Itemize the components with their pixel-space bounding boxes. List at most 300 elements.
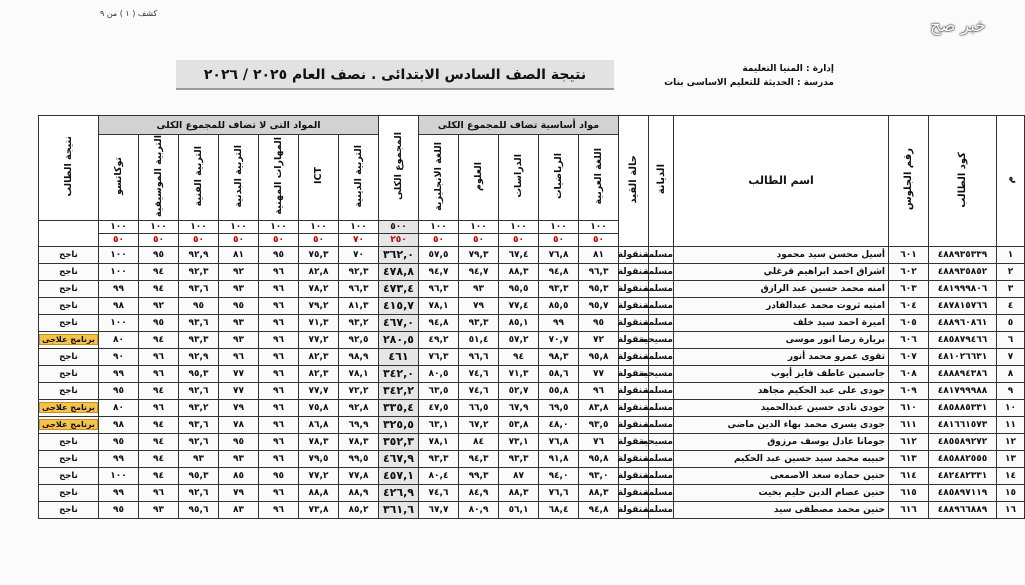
result-badge: ناجح xyxy=(59,283,78,294)
total-cell: ٤٦٧,٠ xyxy=(379,314,419,331)
score-cell: ٩٩,٣ xyxy=(459,467,499,484)
student-name: اميرة احمد سيد خلف xyxy=(674,314,889,331)
result-cell xyxy=(39,297,99,314)
seat-number: ٦٠٤ xyxy=(889,297,929,314)
score-cell: ٦٩,٥ xyxy=(539,399,579,416)
table-row xyxy=(39,450,1025,467)
score-cell: ٩٨,٣ xyxy=(539,348,579,365)
religion-cell: مسلمة xyxy=(649,297,674,314)
status-cell: منقولة xyxy=(619,450,649,467)
score-cell: ٩٥ xyxy=(99,433,139,450)
religion-cell: مسلمة xyxy=(649,280,674,297)
status-cell: منقولة xyxy=(619,331,649,348)
score-cell: ٧٣,١ xyxy=(499,433,539,450)
row-number: ١٢ xyxy=(997,433,1025,450)
total-cell: ٤٧٣,٤ xyxy=(379,280,419,297)
status-cell: منقولة xyxy=(619,263,649,280)
result-cell xyxy=(39,467,99,484)
result-spacer xyxy=(39,220,99,246)
score-cell: ٧٥,٣ xyxy=(299,246,339,263)
table-row xyxy=(39,467,1025,484)
row-number: ١٠ xyxy=(997,399,1025,416)
score-cell: ٩٦ xyxy=(579,382,619,399)
score-cell: ٦٧,٧ xyxy=(419,501,459,518)
score-cell: ٩٤ xyxy=(139,416,179,433)
student-name: أسيل محسن سيد محمود xyxy=(674,246,889,263)
row-number: ٩ xyxy=(997,382,1025,399)
result-badge: ناجح xyxy=(59,453,78,464)
table-row xyxy=(39,416,1025,433)
score-cell: ٨٨,٨ xyxy=(299,484,339,501)
score-cell: ٧٥,٨ xyxy=(299,399,339,416)
status-cell: منقولة xyxy=(619,433,649,450)
seat-number: ٦٠٨ xyxy=(889,365,929,382)
result-badge: ناجح xyxy=(59,266,78,277)
student-code: ٤٨٥٨٩٧١١٩ xyxy=(929,484,997,501)
score-cell: ٩٥ xyxy=(219,433,259,450)
score-cell: ٩٣,٣ xyxy=(419,450,459,467)
score-cell: ٩٣ xyxy=(219,280,259,297)
score-cell: ٩٦ xyxy=(259,297,299,314)
score-cell: ٩٦,٣ xyxy=(419,280,459,297)
seat-number: ٦٠٥ xyxy=(889,314,929,331)
result-badge: ناجح xyxy=(59,487,78,498)
table-row xyxy=(39,280,1025,297)
score-cell: ٧٦ xyxy=(579,433,619,450)
score-cell: ٤٩,٢ xyxy=(419,331,459,348)
result-cell xyxy=(39,280,99,297)
score-cell: ٧٩,٣ xyxy=(459,246,499,263)
result-badge: برنامج علاجى xyxy=(39,402,98,413)
min-mark: ٥٠ xyxy=(299,233,339,246)
score-cell: ٩٤ xyxy=(139,331,179,348)
row-number: ١٤ xyxy=(997,467,1025,484)
score-cell: ٩٤,٠ xyxy=(539,467,579,484)
score-cell: ٧٨ xyxy=(219,416,259,433)
table-row xyxy=(39,501,1025,518)
result-cell xyxy=(39,501,99,518)
score-cell: ٧٩,٢ xyxy=(299,297,339,314)
min-mark: ٥٠ xyxy=(179,233,219,246)
score-cell: ٧٠ xyxy=(339,246,379,263)
total-cell: ٣٢٥,٥ xyxy=(379,416,419,433)
max-mark: ١٠٠ xyxy=(499,220,539,233)
score-cell: ٩٤,٧ xyxy=(459,263,499,280)
result-cell xyxy=(39,365,99,382)
admin-line: إدارة : المنيا التعليمة xyxy=(742,64,834,74)
score-cell: ٩٢,٦ xyxy=(179,433,219,450)
row-number: ٧ xyxy=(997,348,1025,365)
result-badge: برنامج علاجى xyxy=(39,334,98,345)
score-cell: ٥٧,٢ xyxy=(499,331,539,348)
score-cell: ٩٦ xyxy=(139,399,179,416)
max-mark: ١٠٠ xyxy=(539,220,579,233)
score-cell: ٩٦ xyxy=(259,314,299,331)
score-cell: ٩٣,٢ xyxy=(179,399,219,416)
student-code: ٤٨١٠٢٦٦٣١ xyxy=(929,348,997,365)
result-cell xyxy=(39,382,99,399)
score-cell: ٩٦ xyxy=(139,484,179,501)
header-result: نتيجة الطالب xyxy=(39,116,99,221)
score-cell: ٩٦ xyxy=(259,484,299,501)
table-row xyxy=(39,382,1025,399)
score-cell: ٩٦ xyxy=(139,348,179,365)
header-subject: التربية البدنية xyxy=(219,135,259,221)
max-mark: ١٠٠ xyxy=(259,220,299,233)
score-cell: ٧٦,٨ xyxy=(539,246,579,263)
score-cell: ٩٥,٦ xyxy=(179,501,219,518)
score-cell: ٩٦ xyxy=(259,382,299,399)
score-cell: ٩٥,٨ xyxy=(579,450,619,467)
table-body xyxy=(39,246,1025,518)
seat-number: ٦١٥ xyxy=(889,484,929,501)
table-row xyxy=(39,365,1025,382)
score-cell: ٩٤ xyxy=(139,467,179,484)
result-cell xyxy=(39,450,99,467)
header-subject: التربية الدينية xyxy=(339,135,379,221)
result-cell xyxy=(39,484,99,501)
score-cell: ٩٤ xyxy=(139,433,179,450)
status-cell: منقولة xyxy=(619,365,649,382)
score-cell: ٩٤ xyxy=(499,348,539,365)
score-cell: ٨٨,٣ xyxy=(499,263,539,280)
table-row xyxy=(39,399,1025,416)
seat-number: ٦٠١ xyxy=(889,246,929,263)
header-name: اسم الطالب xyxy=(674,116,889,247)
header-seat: رقم الجلوس xyxy=(889,116,929,247)
student-code: ٤٨٨٨٩٤٣٨٦ xyxy=(929,365,997,382)
score-cell: ٩٦,٦ xyxy=(459,348,499,365)
student-code: ٤٨١٧٩٩٩٨٨ xyxy=(929,382,997,399)
score-cell: ٨٦,٨ xyxy=(299,416,339,433)
total-cell: ٣٦١,٦ xyxy=(379,501,419,518)
header-code: كود الطالب xyxy=(929,116,997,247)
result-cell xyxy=(39,246,99,263)
min-mark: ٥٠ xyxy=(499,233,539,246)
score-cell: ٩٥ xyxy=(139,246,179,263)
page-label: كشف ( ١ ) من ٩ xyxy=(100,9,158,18)
score-cell: ٩٦ xyxy=(259,365,299,382)
result-cell xyxy=(39,331,99,348)
score-cell: ٧١,٣ xyxy=(299,314,339,331)
religion-cell: مسلمة xyxy=(649,416,674,433)
page-title: نتيجة الصف السادس الابتدائى . نصف العام ٢٠٢٥ / ٢٠٢٦ xyxy=(176,60,614,90)
religion-cell: مسلمة xyxy=(649,467,674,484)
total-cell: ٣٤٢,٢ xyxy=(379,382,419,399)
student-name: حبيبه محمد سيد حسين عبد الحكيم xyxy=(674,450,889,467)
min-mark: ٥٠ xyxy=(259,233,299,246)
total-cell: ٤١٥,٧ xyxy=(379,297,419,314)
total-cell: ٤٧٨,٨ xyxy=(379,263,419,280)
min-mark: ٥٠ xyxy=(579,233,619,246)
score-cell: ٥٣,٨ xyxy=(499,416,539,433)
watermark: خبر صح xyxy=(930,16,986,36)
score-cell: ٩٦ xyxy=(219,348,259,365)
score-cell: ٩٦ xyxy=(259,331,299,348)
seat-number: ٦١٣ xyxy=(889,450,929,467)
score-cell: ٩٢,٦ xyxy=(179,484,219,501)
score-cell: ٩٤,٧ xyxy=(419,263,459,280)
min-total: ٢٥٠ xyxy=(379,233,419,246)
score-cell: ٨٣ xyxy=(219,501,259,518)
score-cell: ٧٧,٨ xyxy=(339,467,379,484)
score-cell: ٧٨,٣ xyxy=(299,433,339,450)
score-cell: ٧٧,٢ xyxy=(299,467,339,484)
student-code: ٤٨٨٩٦٠٨٦١ xyxy=(929,314,997,331)
max-mark: ١٠٠ xyxy=(579,220,619,233)
score-cell: ٩٦ xyxy=(259,399,299,416)
student-code: ٤٨٢٤٨٢٣٣١ xyxy=(929,467,997,484)
result-badge: ناجح xyxy=(59,368,78,379)
admin-info xyxy=(664,62,834,90)
score-cell: ٧٧ xyxy=(579,365,619,382)
score-cell: ٩٥,٣ xyxy=(179,365,219,382)
result-cell xyxy=(39,416,99,433)
score-cell: ٧٤,٦ xyxy=(459,365,499,382)
score-cell: ٤٨,٠ xyxy=(539,416,579,433)
score-cell: ٩٥,٧ xyxy=(579,297,619,314)
row-number: ١٣ xyxy=(997,450,1025,467)
score-cell: ٧٩ xyxy=(459,297,499,314)
score-cell: ٧٩,٥ xyxy=(299,450,339,467)
student-name: امنيه ثروت محمد عبدالقادر xyxy=(674,297,889,314)
religion-cell: مسلمة xyxy=(649,399,674,416)
score-cell: ٩٣ xyxy=(459,280,499,297)
score-cell: ٩٣,٣ xyxy=(499,450,539,467)
score-cell: ٩٦ xyxy=(259,348,299,365)
result-badge: ناجح xyxy=(59,436,78,447)
score-cell: ٩٢ xyxy=(219,263,259,280)
score-cell: ٧٨,١ xyxy=(339,365,379,382)
score-cell: ٦٣,١ xyxy=(419,416,459,433)
result-badge: ناجح xyxy=(59,504,78,515)
results-table xyxy=(38,115,1025,519)
score-cell: ٥١,٤ xyxy=(459,331,499,348)
score-cell: ٧٦,٨ xyxy=(539,433,579,450)
student-name: جودى يسرى محمد بهاء الدين ماضى xyxy=(674,416,889,433)
seat-number: ٦٠٧ xyxy=(889,348,929,365)
score-cell: ٩٣,٣ xyxy=(459,314,499,331)
score-cell: ٥٥,٨ xyxy=(539,382,579,399)
score-cell: ٩٣ xyxy=(179,450,219,467)
min-mark: ٥٠ xyxy=(419,233,459,246)
score-cell: ٩٣,٣ xyxy=(539,280,579,297)
max-total: ٥٠٠ xyxy=(379,220,419,233)
score-cell: ٩٣,٣ xyxy=(179,331,219,348)
score-cell: ٩٣,٥ xyxy=(579,416,619,433)
min-mark: ٥٠ xyxy=(539,233,579,246)
score-cell: ٧٨,٢ xyxy=(299,280,339,297)
score-cell: ١٠٠ xyxy=(99,263,139,280)
score-cell: ٩٩ xyxy=(539,314,579,331)
student-name: اشراق احمد ابراهيم قرغلي xyxy=(674,263,889,280)
religion-cell: مسلمة xyxy=(649,450,674,467)
score-cell: ٩٦ xyxy=(259,433,299,450)
score-cell: ٨٠,٩ xyxy=(459,501,499,518)
status-cell: منقولة xyxy=(619,382,649,399)
max-mark: ١٠٠ xyxy=(339,220,379,233)
religion-cell: مسيحية xyxy=(649,365,674,382)
score-cell: ٩٢,٨ xyxy=(339,399,379,416)
seat-number: ٦١٠ xyxy=(889,399,929,416)
score-cell: ٥٦,١ xyxy=(499,501,539,518)
header-subject: الرياضيات xyxy=(539,135,579,221)
header-subject: توكاتسو xyxy=(99,135,139,221)
status-cell: منقولة xyxy=(619,297,649,314)
score-cell: ٩٣,٦ xyxy=(179,314,219,331)
header-group-b: المواد التى لا تضاف للمجموع الكلى xyxy=(99,116,379,135)
religion-cell: مسلمة xyxy=(649,314,674,331)
score-cell: ٩٥,٣ xyxy=(179,467,219,484)
min-mark: ٥٠ xyxy=(139,233,179,246)
student-name: جومانا عادل يوسف مرزوق xyxy=(674,433,889,450)
result-badge: ناجح xyxy=(59,300,78,311)
header-subject: المهارات المهنية xyxy=(259,135,299,221)
score-cell: ٥٢,٧ xyxy=(499,382,539,399)
student-name: حنين عصام الدين حليم بخيت xyxy=(674,484,889,501)
status-cell: منقولة xyxy=(619,416,649,433)
score-cell: ٩٩ xyxy=(99,484,139,501)
max-mark: ١٠٠ xyxy=(459,220,499,233)
score-cell: ٩٢,٩ xyxy=(179,348,219,365)
status-cell: منقولة xyxy=(619,348,649,365)
header-status: حالة القيد xyxy=(619,116,649,247)
header-num: م xyxy=(997,116,1025,247)
score-cell: ٩٣ xyxy=(219,331,259,348)
student-name: جاسمين عاطف فايز أيوب xyxy=(674,365,889,382)
header-subject: اللغة العربية xyxy=(579,135,619,221)
seat-number: ٦١٢ xyxy=(889,433,929,450)
score-cell: ٨٥ xyxy=(219,467,259,484)
score-cell: ٩٨ xyxy=(99,416,139,433)
seat-number: ٦٠٣ xyxy=(889,280,929,297)
seat-number: ٦٠٦ xyxy=(889,331,929,348)
score-cell: ٩٩ xyxy=(99,280,139,297)
score-cell: ٧٨,٣ xyxy=(339,433,379,450)
score-cell: ٩٤ xyxy=(139,382,179,399)
row-number: ٢ xyxy=(997,263,1025,280)
score-cell: ٧٧,٤ xyxy=(499,297,539,314)
score-cell: ٨٧ xyxy=(499,467,539,484)
score-cell: ٧٧ xyxy=(219,365,259,382)
result-badge: ناجح xyxy=(59,470,78,481)
religion-cell: مسلمة xyxy=(649,263,674,280)
header-subject: التربية الفنية xyxy=(179,135,219,221)
table-row xyxy=(39,331,1025,348)
min-mark: ٥٠ xyxy=(219,233,259,246)
score-cell: ٦٣,٥ xyxy=(419,382,459,399)
result-cell xyxy=(39,348,99,365)
score-cell: ٩٦,٣ xyxy=(579,263,619,280)
status-cell: منقولة xyxy=(619,467,649,484)
student-code: ٤٨٨٩٦٦٨٨٩ xyxy=(929,501,997,518)
score-cell: ٩٨ xyxy=(99,297,139,314)
score-cell: ٩٢,٥ xyxy=(339,331,379,348)
result-badge: ناجح xyxy=(59,317,78,328)
score-cell: ٩٢,٩ xyxy=(179,246,219,263)
score-cell: ٨٥,١ xyxy=(499,314,539,331)
score-cell: ٨٠,٥ xyxy=(419,365,459,382)
score-cell: ٩٢,٣ xyxy=(339,263,379,280)
max-mark: ١٠٠ xyxy=(139,220,179,233)
score-cell: ٩٣,٢ xyxy=(339,314,379,331)
score-cell: ٧٧,٢ xyxy=(299,331,339,348)
min-mark: ٥٠ xyxy=(459,233,499,246)
row-number: ١ xyxy=(997,246,1025,263)
total-cell: ٤٦١ xyxy=(379,348,419,365)
seat-number: ٦١١ xyxy=(889,416,929,433)
religion-cell: مسيحية xyxy=(649,331,674,348)
score-cell: ٨٢,٣ xyxy=(299,348,339,365)
score-cell: ٩٤,٨ xyxy=(539,263,579,280)
total-cell: ٣٥٢,٣ xyxy=(379,433,419,450)
score-cell: ٩٨,٩ xyxy=(339,348,379,365)
status-cell: منقولة xyxy=(619,484,649,501)
result-cell xyxy=(39,433,99,450)
result-cell xyxy=(39,399,99,416)
result-badge: ناجح xyxy=(59,249,78,260)
seat-number: ٦١٤ xyxy=(889,467,929,484)
student-name: جودى على عبد الحكيم مجاهد xyxy=(674,382,889,399)
score-cell: ٨٥,٥ xyxy=(539,297,579,314)
score-cell: ٩٢,٣ xyxy=(179,263,219,280)
score-cell: ٧٣,٨ xyxy=(299,501,339,518)
religion-cell: مسيحية xyxy=(649,433,674,450)
score-cell: ٧٧ xyxy=(219,382,259,399)
max-mark: ١٠٠ xyxy=(99,220,139,233)
score-cell: ٩٣,٠ xyxy=(579,467,619,484)
score-cell: ٩٤ xyxy=(139,450,179,467)
student-name: تقوى عمرو محمد أنور xyxy=(674,348,889,365)
score-cell: ٨٨,٣ xyxy=(499,484,539,501)
score-cell: ٩٣ xyxy=(219,314,259,331)
header-subject: ICT xyxy=(299,135,339,221)
header-subject: العلوم xyxy=(459,135,499,221)
score-cell: ٧٢,٢ xyxy=(339,382,379,399)
score-cell: ٩٦ xyxy=(259,416,299,433)
score-cell: ٩٥,٥ xyxy=(499,280,539,297)
score-cell: ٨٥,٢ xyxy=(339,501,379,518)
row-number: ١١ xyxy=(997,416,1025,433)
score-cell: ٩٢ xyxy=(139,297,179,314)
score-cell: ٨٠ xyxy=(99,399,139,416)
score-cell: ٦٧,٢ xyxy=(459,416,499,433)
score-cell: ٦٦,٥ xyxy=(459,399,499,416)
score-cell: ٩٤ xyxy=(139,263,179,280)
score-cell: ٩١,٨ xyxy=(539,450,579,467)
score-cell: ٦٩,٩ xyxy=(339,416,379,433)
row-number: ٤ xyxy=(997,297,1025,314)
result-cell xyxy=(39,314,99,331)
religion-cell: مسلمة xyxy=(649,246,674,263)
total-cell: ٣٤٢,٠ xyxy=(379,365,419,382)
score-cell: ٧٨,١ xyxy=(419,297,459,314)
score-cell: ٩٤,٨ xyxy=(419,314,459,331)
score-cell: ٧٩ xyxy=(219,484,259,501)
table-row xyxy=(39,314,1025,331)
score-cell: ٩٦ xyxy=(259,263,299,280)
score-cell: ٩٣,٦ xyxy=(179,416,219,433)
student-code: ٤٨١٦٦١٥٧٣ xyxy=(929,416,997,433)
score-cell: ٩٥ xyxy=(259,246,299,263)
total-cell: ٤٢٦,٩ xyxy=(379,484,419,501)
score-cell: ٦٧,٩ xyxy=(499,399,539,416)
score-cell: ١٠٠ xyxy=(99,314,139,331)
student-name: حنين حماده سعد الاصمعى xyxy=(674,467,889,484)
score-cell: ٨٢,٣ xyxy=(299,365,339,382)
score-cell: ٧٤,٦ xyxy=(459,382,499,399)
score-cell: ٨٠,٤ xyxy=(419,467,459,484)
